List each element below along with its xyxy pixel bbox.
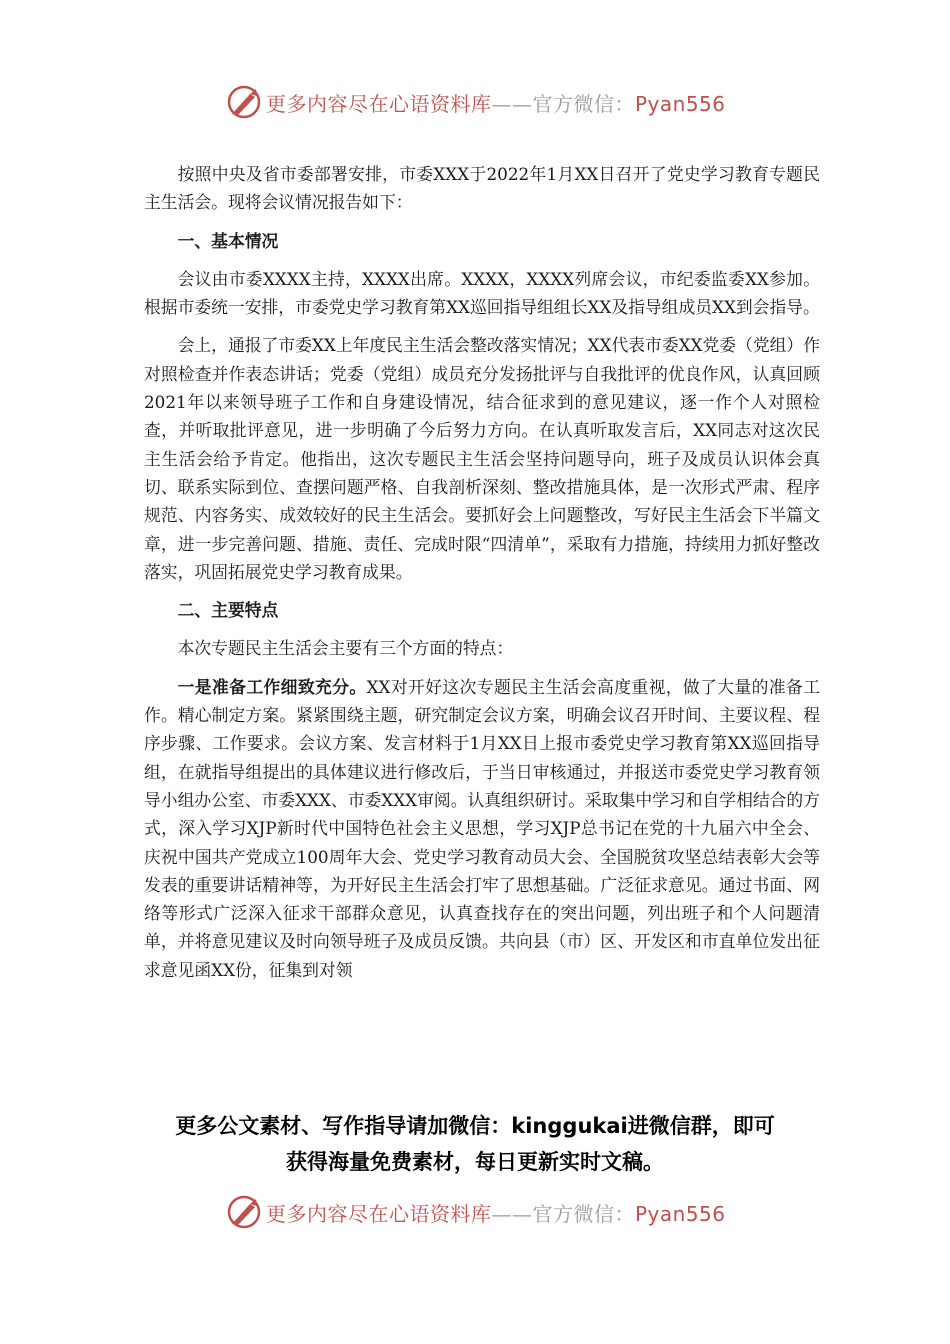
watermark-title: 更多内容尽在心语资料库 <box>266 1201 492 1226</box>
watermark-label: 官方微信： <box>532 1201 635 1226</box>
header-watermark <box>226 84 746 120</box>
promo-line-2: 获得海量免费素材，每日更新实时文稿。 <box>286 1150 664 1174</box>
watermark-id: Pyan556 <box>635 1201 726 1226</box>
document-body <box>144 160 820 984</box>
section1-paragraph-2: 会上，通报了市委XX上年度民主生活会整改落实情况；XX代表市委XX党委（党组）作对照检查并作表态讲话；党委（党组）成员充分发扬批评与自我批评的优良作风，认真回顾2021年以来领导班子工作和自身建设情况，结合征求到的意见建议，逐一作个人对照检查，并听取批评意见，进一步明确了今后努力方向。在认真听取发言后，XX同志对这次民主生活会给予肯定。他指出，这次专题民主生活会坚持问题导向，班子及成员认识体会真切、联系实际到位、查摆问题严格、自我剖析深刻、整改措施具体，是一次形式严肃、程序规范、内容务实、成效较好的民主生活会。要抓好会上问题整改，写好民主生活会下半篇文章，进一步完善问题、措施、责任、完成时限“四清单”，采取有力措施，持续用力抓好整改落实，巩固拓展党史学习教育成果。 <box>144 335 820 582</box>
promo-line-1: 更多公文素材、写作指导请加微信：kinggukai进微信群，即可 <box>175 1114 775 1138</box>
watermark-title: 更多内容尽在心语资料库 <box>266 91 492 116</box>
section2-point-lead: 一是准备工作细致充分。 <box>177 676 367 697</box>
promo-banner <box>100 1108 850 1180</box>
watermark-text <box>266 1198 726 1227</box>
watermark-id: Pyan556 <box>635 91 726 116</box>
pen-nib-circle-icon <box>226 1194 262 1230</box>
watermark-text <box>266 88 726 117</box>
section2-heading: 二、主要特点 <box>177 600 279 621</box>
watermark-label: 官方微信： <box>532 91 635 116</box>
section2-paragraph-1 <box>144 673 820 984</box>
section2-intro: 本次专题民主生活会主要有三个方面的特点： <box>177 638 514 659</box>
pen-nib-circle-icon <box>226 84 262 120</box>
watermark-dash: —— <box>491 1201 533 1226</box>
intro-paragraph: 按照中央及省市委部署安排，市委XXX于2022年1月XX日召开了党史学习教育专题民主生活会。现将会议情况报告如下： <box>144 164 820 213</box>
section2-point-body: XX对开好这次专题民主生活会高度重视，做了大量的准备工作。精心制定方案。紧紧围绕主题，研究制定会议方案，明确会议召开时间、主要议程、程序步骤、工作要求。会议方案、发言材料于1月XX日上报市委党史学习教育第XX巡回指导组，在就指导组提出的具体建议进行修改后，于当日审核通过，并报送市委党史学习教育领导小组办公室、市委XXX、市委XXX审阅。认真组织研讨。采取集中学习和自学相结合的方式，深入学习XJP新时代中国特色社会主义思想，学习XJP总书记在党的十九届六中全会、庆祝中国共产党成立100周年大会、党史学习教育动员大会、全国脱贫攻坚总结表彰大会等发表的重要讲话精神等，为开好民主生活会打牢了思想基础。广泛征求意见。通过书面、网络等形式广泛深入征求干部群众意见，认真查找存在的突出问题，列出班子和个人问题清单，并将意见建议及时向领导班子及成员反馈。共向县（市）区、开发区和市直单位发出征求意见函XX份，征集到对领 <box>144 676 820 980</box>
section1-heading: 一、基本情况 <box>177 230 279 251</box>
section1-paragraph-1: 会议由市委XXXX主持，XXXX出席。XXXX，XXXX列席会议，市纪委监委XX参加。根据市委统一安排，市委党史学习教育第XX巡回指导组组长XX及指导组成员XX到会指导。 <box>144 268 820 318</box>
footer-watermark <box>226 1194 746 1230</box>
watermark-dash: —— <box>491 91 533 116</box>
